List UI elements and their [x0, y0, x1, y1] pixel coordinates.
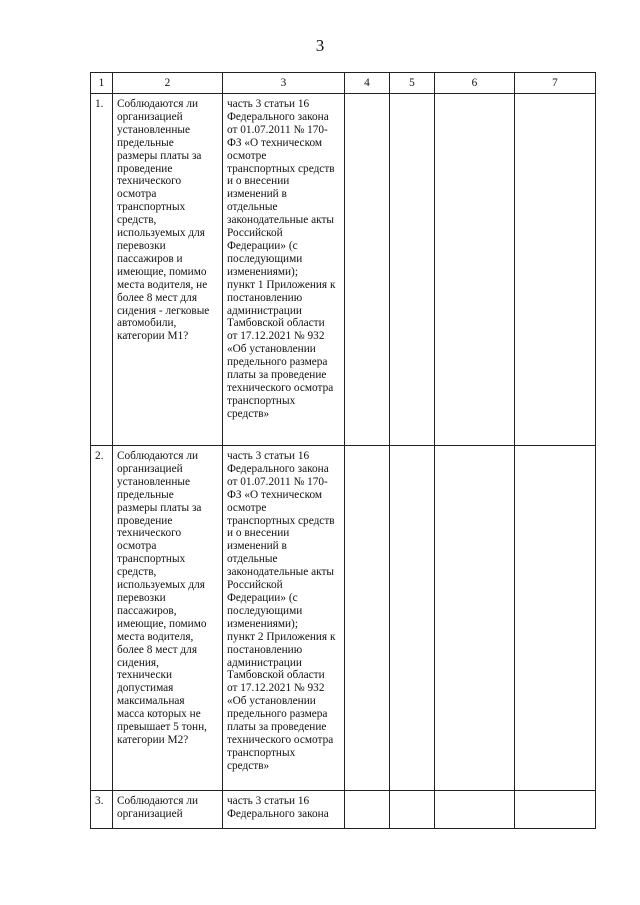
- header-row: [91, 73, 596, 94]
- empty-cell-4: [345, 94, 390, 446]
- question-cell: Соблюдаются ли организацией: [113, 791, 223, 829]
- header-cell-7: 7: [515, 73, 596, 94]
- reference-cell: часть 3 статьи 16 Федерального закона от 01.07.2011 № 170- ФЗ «О техническом осмотре транспортных средств и о внесении изменений в отдельные законодательные акты Российской Федерации» (с последующими изменениями); пункт 2 Приложения к постановлению администрации Тамбовской области от 17.12.2021 № 932 «Об установлении предельного размера платы за проведение технического осмотра транспортных средств»: [223, 446, 345, 791]
- table-row: [91, 446, 596, 791]
- table-row: [91, 791, 596, 829]
- empty-cell-5: [390, 94, 435, 446]
- header-cell-4: 4: [345, 73, 390, 94]
- checklist-table: [90, 72, 596, 829]
- row-number: 2.: [91, 446, 113, 791]
- empty-cell-4: [345, 791, 390, 829]
- empty-cell-7: [515, 94, 596, 446]
- empty-cell-5: [390, 791, 435, 829]
- empty-cell-6: [435, 791, 515, 829]
- empty-cell-7: [515, 446, 596, 791]
- header-cell-6: 6: [435, 73, 515, 94]
- question-cell: Соблюдаются ли организацией установленные предельные размеры платы за проведение технического осмотра транспортных средств, используемых для перевозки пассажиров и имеющие, помимо места водителя, не более 8 мест для сидения - легковые автомобили, категории М1?: [113, 94, 223, 446]
- empty-cell-4: [345, 446, 390, 791]
- row-number: 1.: [91, 94, 113, 446]
- empty-cell-6: [435, 94, 515, 446]
- question-cell: Соблюдаются ли организацией установленные предельные размеры платы за проведение технического осмотра транспортных средств, используемых для перевозки пассажиров, имеющие, помимо места водителя, более 8 мест для сидения, технически допустимая максимальная масса которых не превышает 5 тонн, категории М2?: [113, 446, 223, 791]
- header-cell-1: 1: [91, 73, 113, 94]
- reference-cell: часть 3 статьи 16 Федерального закона от 01.07.2011 № 170- ФЗ «О техническом осмотре транспортных средств и о внесении изменений в отдельные законодательные акты Российской Федерации» (с последующими изменениями); пункт 1 Приложения к постановлению администрации Тамбовской области от 17.12.2021 № 932 «Об установлении предельного размера платы за проведение технического осмотра транспортных средств»: [223, 94, 345, 446]
- reference-cell: часть 3 статьи 16 Федерального закона: [223, 791, 345, 829]
- header-cell-2: 2: [113, 73, 223, 94]
- row-number: 3.: [91, 791, 113, 829]
- table-row: [91, 94, 596, 446]
- header-cell-3: 3: [223, 73, 345, 94]
- empty-cell-7: [515, 791, 596, 829]
- empty-cell-6: [435, 446, 515, 791]
- page-number: 3: [315, 36, 325, 55]
- empty-cell-5: [390, 446, 435, 791]
- header-cell-5: 5: [390, 73, 435, 94]
